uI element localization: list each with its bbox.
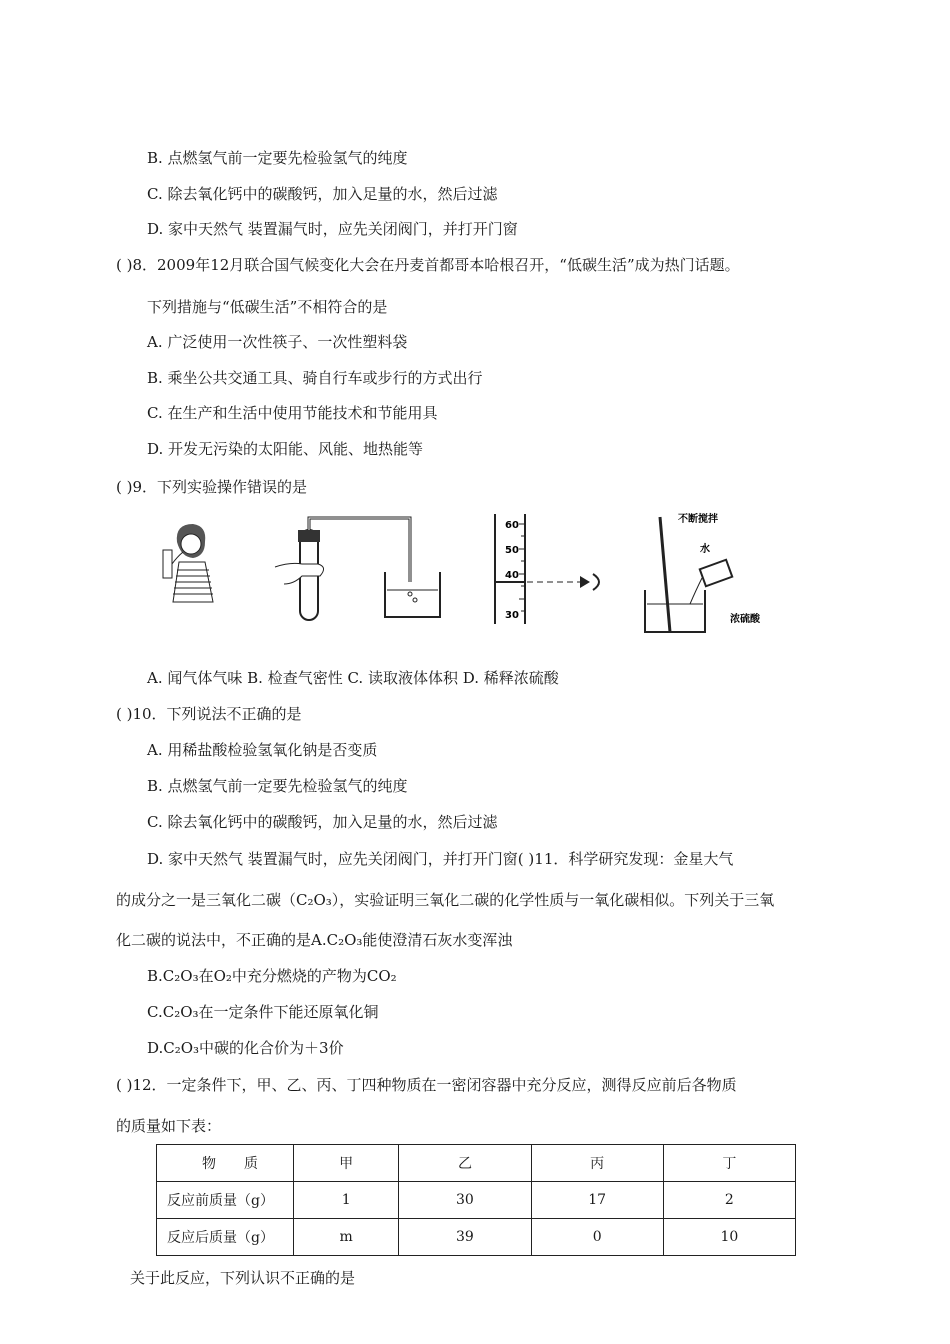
question-12-prompt: 关于此反应，下列认识不正确的是 bbox=[130, 1269, 356, 1287]
table-header-row bbox=[157, 1145, 796, 1182]
question-11-stem: 的成分之一是三氧化二碳（C₂O₃），实验证明三氧化二碳的化学性质与一氧化碳相似。下列关于三氧 bbox=[116, 891, 775, 909]
line-prev-b: B. 点燃氢气前一定要先检验氢气的纯度 bbox=[147, 149, 408, 167]
table-row bbox=[157, 1219, 796, 1256]
question-11-option-a: 化二碳的说法中，不正确的是A.C₂O₃能使澄清石灰水变浑浊 bbox=[116, 931, 513, 949]
table-header-cell: 物 质 bbox=[157, 1145, 294, 1182]
question-10-option-a: A. 用稀盐酸检验氢氧化钠是否变质 bbox=[147, 741, 378, 759]
question-11-option-c: C.C₂O₃在一定条件下能还原氧化铜 bbox=[147, 1003, 379, 1021]
question-9-options: A. 闻气体气味 B. 检查气密性 C. 读取液体体积 D. 稀释浓硫酸 bbox=[147, 669, 559, 687]
table-header-cell: 丁 bbox=[663, 1145, 795, 1182]
table-cell: 反应后质量（g） bbox=[157, 1219, 294, 1256]
tick-40: 40 bbox=[505, 570, 519, 581]
table-cell: 39 bbox=[399, 1219, 531, 1256]
question-10-option-d: D. 家中天然气 装置漏气时，应先关闭阀门，并打开门窗( )11．科学研究发现：金星大气 bbox=[147, 850, 734, 868]
question-11-option-b: B.C₂O₃在O₂中充分燃烧的产物为CO₂ bbox=[147, 967, 397, 985]
question-8-option-d: D. 开发无污染的太阳能、风能、地热能等 bbox=[147, 440, 424, 458]
question-10-stem: ( )10．下列说法不正确的是 bbox=[116, 705, 302, 723]
table-cell: m bbox=[294, 1219, 399, 1256]
table-row bbox=[157, 1182, 796, 1219]
table-cell: 1 bbox=[294, 1182, 399, 1219]
table-cell: 10 bbox=[663, 1219, 795, 1256]
table-header-cell: 丙 bbox=[531, 1145, 663, 1182]
question-8-option-a: A. 广泛使用一次性筷子、一次性塑料袋 bbox=[147, 333, 408, 351]
line-prev-d: D. 家中天然气 装置漏气时，应先关闭阀门，并打开门窗 bbox=[147, 220, 518, 238]
question-8-stem-cont: 下列措施与“低碳生活”不相符合的是 bbox=[147, 298, 388, 316]
question-8-stem: ( )8．2009年12月联合国气候变化大会在丹麦首都哥本哈根召开，“低碳生活”成为热门话题。 bbox=[116, 256, 740, 274]
table-header-cell: 乙 bbox=[399, 1145, 531, 1182]
tick-30: 30 bbox=[505, 610, 519, 621]
mass-table bbox=[156, 1144, 796, 1256]
tick-50: 50 bbox=[505, 545, 519, 556]
question-12-stem-cont: 的质量如下表： bbox=[116, 1117, 222, 1135]
table-cell: 反应前质量（g） bbox=[157, 1182, 294, 1219]
question-8-option-b: B. 乘坐公共交通工具、骑自行车或步行的方式出行 bbox=[147, 369, 483, 387]
tick-60: 60 bbox=[505, 520, 519, 531]
airtightness-check-figure bbox=[270, 512, 460, 632]
table-header-cell: 甲 bbox=[294, 1145, 399, 1182]
question-10-option-c: C. 除去氧化钙中的碳酸钙，加入足量的水，然后过滤 bbox=[147, 813, 498, 831]
question-12-stem: ( )12．一定条件下，甲、乙、丙、丁四种物质在一密闭容器中充分反应，测得反应前后各物质 bbox=[116, 1076, 737, 1094]
question-8-option-c: C. 在生产和生活中使用节能技术和节能用具 bbox=[147, 404, 438, 422]
question-9-figures bbox=[150, 512, 790, 637]
read-volume-figure bbox=[485, 512, 625, 632]
question-11-option-d: D.C₂O₃中碳的化合价为＋3价 bbox=[147, 1039, 344, 1057]
dilute-acid-figure bbox=[630, 512, 780, 637]
table-cell: 0 bbox=[531, 1219, 663, 1256]
water-label: 水 bbox=[700, 544, 710, 555]
acid-label: 浓硫酸 bbox=[730, 614, 760, 625]
question-10-option-b: B. 点燃氢气前一定要先检验氢气的纯度 bbox=[147, 777, 408, 795]
smell-gas-figure bbox=[155, 512, 230, 622]
line-prev-c: C. 除去氧化钙中的碳酸钙，加入足量的水，然后过滤 bbox=[147, 185, 498, 203]
question-9-stem: ( )9．下列实验操作错误的是 bbox=[116, 478, 308, 496]
table-cell: 17 bbox=[531, 1182, 663, 1219]
table-cell: 30 bbox=[399, 1182, 531, 1219]
stir-label: 不断搅拌 bbox=[678, 514, 718, 525]
table-cell: 2 bbox=[663, 1182, 795, 1219]
